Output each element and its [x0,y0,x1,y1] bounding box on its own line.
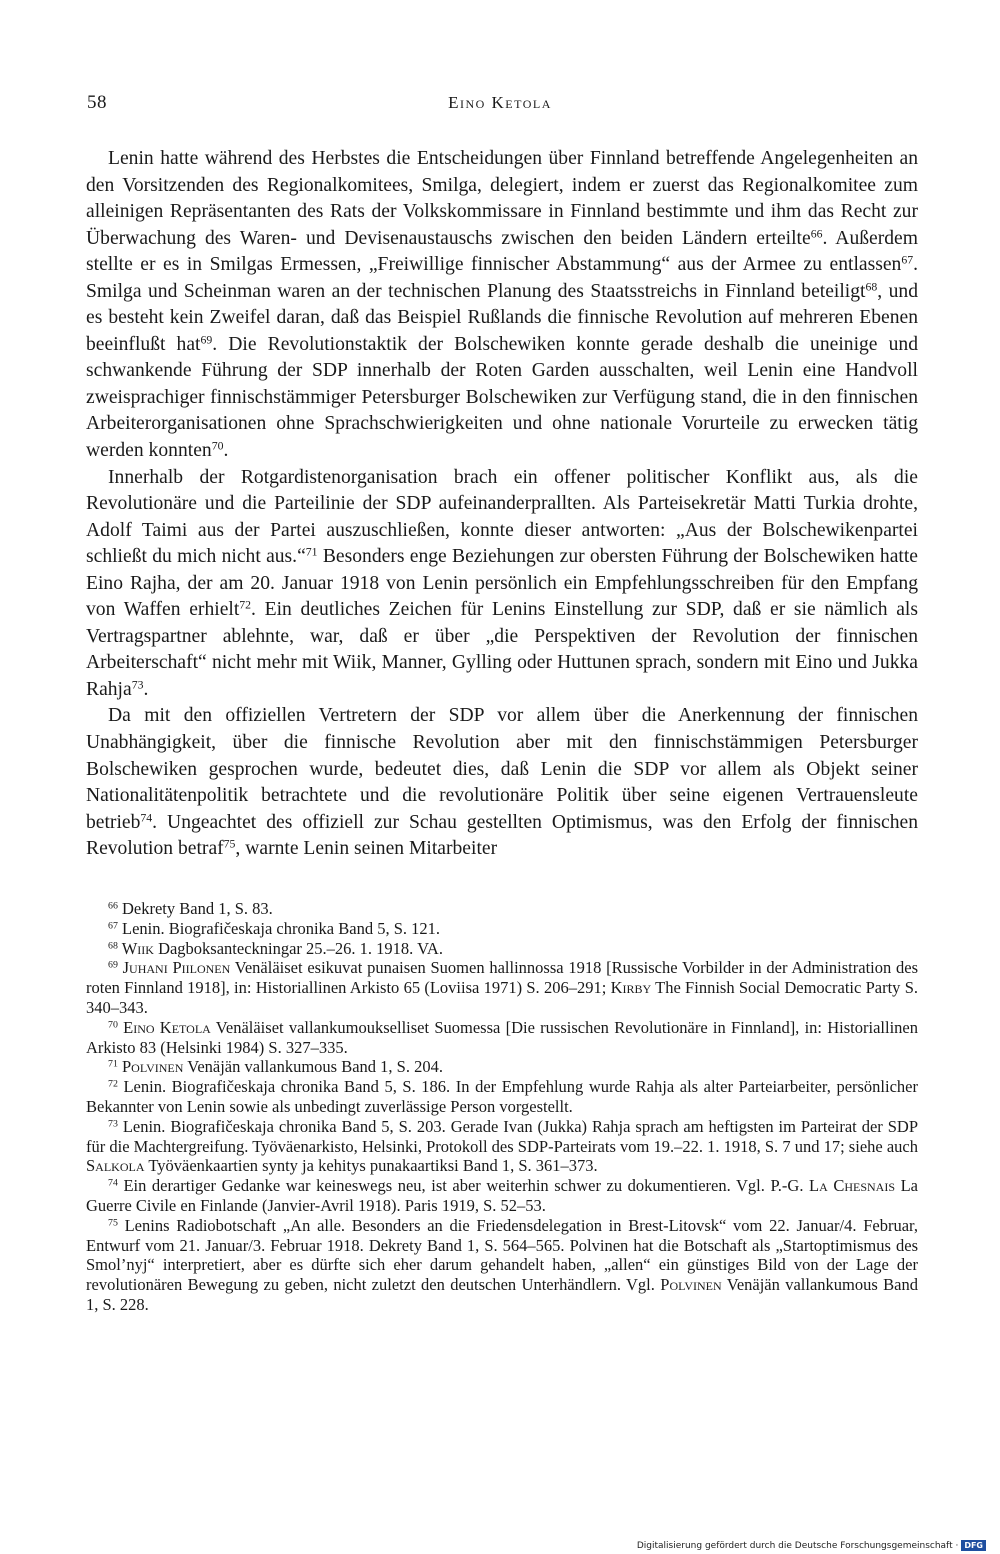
footnote-ref: 71 [108,1058,118,1070]
page-number: 58 [87,92,107,113]
footnote-ref: 73 [131,678,144,692]
text-run: Lenin. Biografičeskaja chronika Band 5, S. 203. Gerade Ivan (Jukka) Rahja sprach am heftigsten im Parteirat der SDP für die Machtergreifung. Työväenarkisto, Helsinki, Protokoll des SDP-Parteirats vom 19.–22. 1. 1918, S. 7 und 17; siehe auch [86,1116,918,1156]
footnote-ref: 73 [108,1118,118,1130]
author-name: Salkola [86,1156,145,1176]
text-run: Venäläiset esikuvat punaisen Suomen hallinnossa 1918 [Russische Vorbilder in der Administration des roten Finnland 1918], in: Historiallinen Arkisto 65 (Loviisa 1971) S. 206–291; [86,958,918,998]
footnote-ref: 69 [200,333,213,347]
body-paragraph [86,146,918,465]
author-name: Polvinen [117,1057,184,1077]
body-text [86,146,918,863]
author-name: La Chesnais [809,1176,896,1196]
footnote-ref: 68 [108,940,118,952]
footnote-ref: 74 [140,811,153,825]
text-run: , warnte Lenin seinen Mitarbeiter [235,838,498,860]
footnote-ref: 72 [108,1078,118,1090]
footnote-ref: 67 [901,253,914,267]
text-run: Lenins Radiobotschaft „An alle. Besonders an die Friedensdelegation in Brest-Litovsk“ vom 22. Januar/4. Februar, Entwurf vom 21. Januar/3. Februar 1918. Dekrety Band 1, S. 564–565. Polvinen hat die Botschaft als „Startoptimismus des Smol’nyj“ interpretiert, aber es dürfte sich eher darum gehandelt haben, „allen“ ein günstiges Bild von der Lage der revolutionären Bewegung zu geben, nicht zuletzt den deutschen Unterhändlern. Vgl. [86,1215,918,1295]
text-run: . Die Revolutionstaktik der Bolschewiken konnte gerade deshalb die uneinige und schwankende Führung der SDP innerhalb der Roten Garden ausschalten, weil Lenin eine Handvoll zweisprachiger finnischstämmiger Petersburger Bolschewiken zur Verfügung stand, die in den finnischen Arbeiterorganisationen ohne Sprachschwierigkeiten und ohne nationale Vorurteile zu erwecken tätig werden konnten [86,333,918,462]
text-run: Innerhalb der Rotgardistenorganisation brach ein offener politischer Konflikt aus, als die Revolutionäre und die Parteilinie der SDP aufeinanderprallten. Als Parteisekretär Matti Turkia drohte, Adolf Taimi aus der Partei auszuschließen, konnte dieser antworten: „Aus der Bolschewikenpartei schließt du mich nicht aus.“ [86,466,918,568]
text-run: Työväenkaartien synty ja kehitys punakaartiksi Band 1, S. 361–373. [144,1156,598,1176]
author-name: Polvinen [660,1275,722,1295]
footnote-ref: 72 [239,598,252,612]
footnote-ref: 70 [211,439,224,453]
text-run: Lenin hatte während des Herbstes die Entscheidungen über Finnland betreffende Angelegenheiten an den Vorsitzenden des Regionalkomitees, Smilga, delegiert, indem er zuerst das Regionalkomitee zum alleinigen Repräsentanten des Rats der Volkskommissare in Finnland bestimmte und ihm das Recht zur Überwachung des Waren- und Devisenaustauschs zwischen den beiden Ländern erteilte [86,148,918,249]
author-name: Juhani Piilonen [117,958,231,978]
text-run: Lenin. Biografičeskaja chronika Band 5, S. 186. In der Empfehlung wurde Rahja als alter Parteiarbeiter, persönlicher Bekannter von Lenin sowie als unbedingt zuverlässige Person vorgestellt. [86,1077,918,1116]
author-name: Kirby [610,978,652,998]
author-name: Wiik [117,938,154,958]
footnote [86,919,918,939]
footnote [86,939,918,959]
text-run: . Smilga und Scheinman waren an der technischen Planung des Staatsstreichs in Finnland beteiligt [86,254,918,302]
author-name: Eino Ketola [117,1017,211,1037]
footnote-ref: 75 [108,1217,118,1229]
dfg-logo: DFG [961,1540,986,1551]
footnote [86,1176,918,1216]
footnote [86,1077,918,1117]
text-run: Da mit den offiziellen Vertretern der SDP vor allem über die Anerkennung der finnischen Unabhängigkeit, über die finnische Revolution aber mit den finnischstämmigen Petersburger Bolschewiken gesprochen wurde, bedeutet dies, daß Lenin die SDP vor allem als Objekt seiner Nationalitätenpolitik betrachtete und die revolutionäre Politik über seine eigenen Vertrauensleute betrieb [86,705,918,833]
text-run: . Ungeachtet des offiziell zur Schau gestellten Optimismus, was den Erfolg der finnischen Revolution betraf [86,811,918,860]
text-run: . [143,678,149,700]
footnote-ref: 66 [810,227,823,241]
text-run: . [223,440,229,462]
text-run: The Finnish Social Democratic Party S. 340–343. [86,978,918,1017]
footnote-ref: 74 [108,1177,118,1189]
footnote-ref: 70 [108,1019,118,1031]
text-run: , und es besteht kein Zweifel daran, daß das Beispiel Rußlands die finnische Revolution auf mehreren Ebenen beeinflußt hat [86,280,919,355]
footnotes [86,899,918,1315]
footnote-ref: 71 [305,545,318,559]
text-run: . Ein deutliches Zeichen für Lenins Einstellung zur SDP, daß er sie nämlich als Vertragspartner ablehnte, war, daß er über „die Perspektiven der Revolution der finnischen Arbeiterschaft“ nicht mehr mit Wiik, Manner, Gylling oder Huttunen sprach, sondern mit Eino und Jukka Rahja [86,599,918,700]
text-run: Dekrety Band 1, S. 83. [117,899,273,918]
footnote-ref: 69 [108,959,118,971]
footnote-ref: 66 [108,900,118,912]
footnote [86,1216,918,1315]
footnote-ref: 67 [108,920,118,932]
running-head: Eino Ketola [448,93,552,112]
footnote [86,1057,918,1077]
body-paragraph [86,703,918,862]
footnote [86,958,918,1017]
digitization-credit [637,1540,986,1551]
footnote [86,1018,918,1058]
text-run: . Außerdem stellte er es in Smilgas Ermessen, „Freiwillige finnischer Abstammung“ aus der Armee zu entlassen [86,227,918,276]
footnote-ref: 68 [865,280,878,294]
text-run: Dagboksanteckningar 25.–26. 1. 1918. VA. [153,938,443,958]
footnote [86,899,918,919]
text-run: Ein derartiger Gedanke war keineswegs neu, ist aber weiterhin schwer zu dokumentieren. Vgl. P.-G. [117,1176,810,1196]
body-paragraph [86,465,918,704]
footnote-ref: 75 [223,837,236,851]
footnote [86,1117,918,1176]
text-run: Venäjän vallankumous Band 1, S. 228. [86,1275,919,1314]
text-run: Lenin. Biografičeskaja chronika Band 5, S. 121. [117,918,441,938]
text-run: La Guerre Civile en Finlande (Janvier-Avril 1918). Paris 1919, S. 52–53. [86,1176,918,1215]
text-run: Venäjän vallankumous Band 1, S. 204. [183,1057,443,1077]
credit-text: Digitalisierung gefördert durch die Deutsche Forschungsgemeinschaft · [636,1540,959,1551]
text-run: Venäläiset vallankumoukselliset Suomessa [Die russischen Revolutionäre in Finnland], in: Historiallinen Arkisto 83 (Helsinki 1984) S. 327–335. [86,1017,918,1057]
text-run: Besonders enge Beziehungen zur obersten Führung der Bolschewiken hatte Eino Rajha, der am 20. Januar 1918 von Lenin persönlich ein Empfehlungsschreiben für den Empfang von Waffen erhielt [86,546,918,621]
